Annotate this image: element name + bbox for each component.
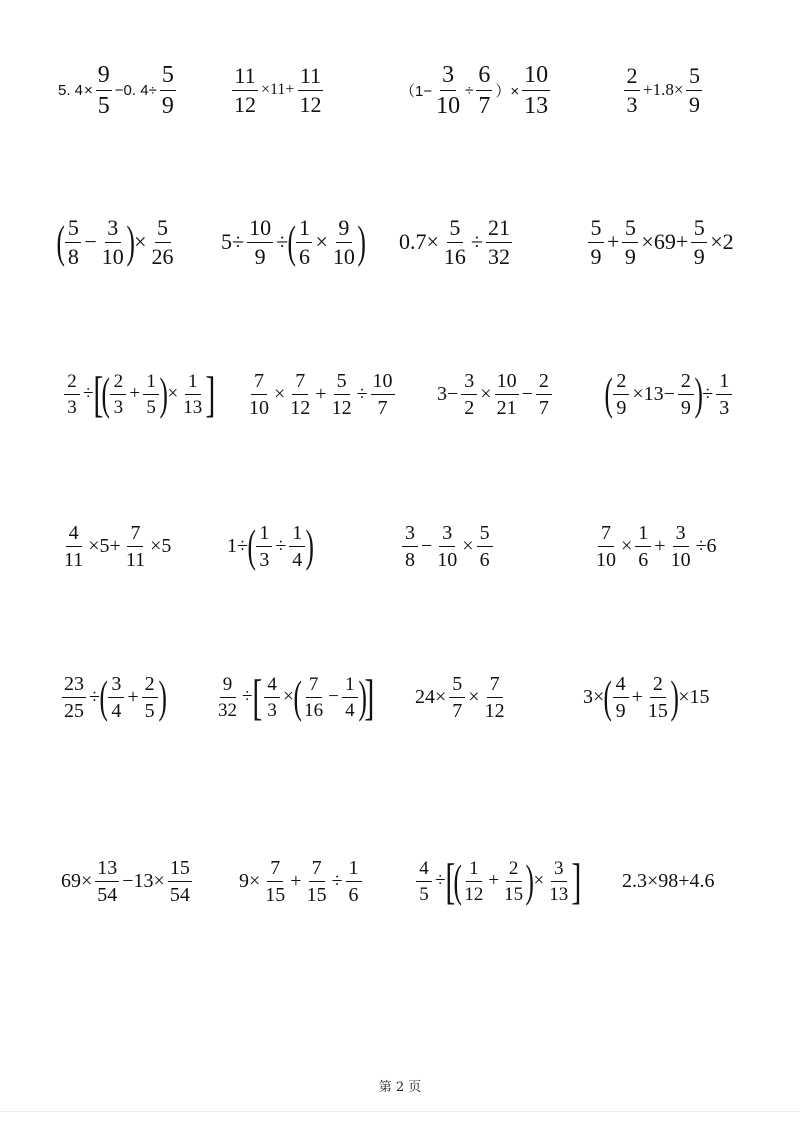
fraction: $\frac{9}{10}$ [332, 214, 355, 269]
problem-2-2 [220, 202, 364, 282]
fraction: $\frac{1}{6}$ [635, 523, 651, 570]
operator: × [621, 534, 633, 557]
page-number: 第 2 页 [378, 1080, 422, 1095]
operator: ÷ [89, 685, 100, 708]
problem-row-6 [0, 841, 800, 921]
fraction: $\frac{15}{54}$ [169, 856, 190, 906]
fraction: $\frac{2}{3}$ [624, 65, 640, 116]
operator: ÷6 [695, 534, 717, 557]
fraction: $\frac{2}{15}$ [647, 672, 668, 722]
operator: + [488, 870, 500, 891]
fraction: $\frac{11}{12}$ [234, 62, 256, 117]
fraction: $\frac{10}{7}$ [372, 369, 393, 419]
operator: ÷ [470, 229, 483, 254]
problem-1-4 [622, 50, 704, 130]
fraction: $\frac{3}{13}$ [549, 857, 569, 905]
right-bracket: ] [205, 366, 216, 422]
operator: ÷ [702, 382, 714, 405]
right-paren: ) [358, 671, 367, 722]
fraction: $\frac{1}{12}$ [464, 857, 484, 905]
operator: × [462, 534, 474, 557]
right-paren: ) [159, 368, 169, 419]
fraction: $\frac{5}{26}$ [151, 214, 174, 269]
fraction: $\frac{2}{3}$ [110, 372, 126, 417]
fraction: $\frac{2}{15}$ [504, 857, 524, 905]
operator: − [521, 382, 533, 405]
operator: ÷ [276, 229, 289, 254]
fraction: $\frac{7}{10}$ [249, 369, 269, 419]
problem-row-1 [0, 50, 800, 130]
fraction: $\frac{5}{16}$ [443, 214, 466, 269]
operator: ÷ [435, 870, 446, 891]
left-paren: ( [604, 368, 613, 419]
operator: ）× [495, 82, 520, 100]
right-paren: ) [525, 855, 535, 906]
fraction: $\frac{5}{8}$ [65, 217, 81, 268]
left-paren: ( [453, 855, 462, 906]
left-paren: ( [293, 671, 302, 722]
operator: −13× [122, 869, 165, 892]
fraction: $\frac{1}{13}$ [183, 370, 203, 418]
operator: ×5+ [88, 534, 121, 557]
operator: 24× [415, 685, 447, 708]
problem-2-3 [398, 202, 514, 282]
fraction: $\frac{3}{4}$ [108, 674, 124, 721]
left-paren: ( [287, 216, 297, 267]
left-bracket: [ [445, 853, 456, 909]
problem-1-3 [400, 50, 552, 130]
operator: × [167, 383, 179, 404]
operator: ÷ [242, 686, 253, 707]
fraction: $\frac{11}{12}$ [299, 62, 322, 117]
operator: ×2 [710, 229, 734, 254]
right-paren: ) [305, 520, 315, 571]
fraction: $\frac{1}{6}$ [296, 217, 312, 268]
operator: 69× [61, 869, 93, 892]
operator: ÷ [465, 81, 474, 99]
fraction: $\frac{4}{3}$ [264, 675, 280, 720]
fraction: $\frac{3}{10}$ [437, 521, 458, 571]
operator: × [468, 685, 480, 708]
fraction: $\frac{9}{32}$ [218, 673, 237, 721]
fraction: $\frac{5}{9}$ [622, 217, 638, 268]
problem-6-4 [621, 841, 716, 921]
fraction: $\frac{7}{12}$ [290, 369, 311, 419]
operator: 5÷ [221, 229, 245, 254]
right-paren: ) [670, 671, 679, 722]
operator: ×69+ [641, 229, 689, 254]
operator: − [421, 534, 433, 557]
fraction: $\frac{4}{11}$ [64, 521, 84, 571]
problem-4-4 [592, 506, 718, 586]
problem-3-1 [62, 354, 215, 434]
operator: × [134, 229, 147, 254]
problem-4-3 [400, 506, 495, 586]
fraction: $\frac{1}{3}$ [716, 371, 732, 418]
left-bracket: [ [252, 669, 263, 725]
operator: × [274, 382, 286, 405]
fraction: $\frac{10}{9}$ [249, 214, 272, 269]
left-paren: ( [101, 368, 110, 419]
right-paren: ) [126, 216, 135, 267]
term: 5. 4 [58, 81, 84, 99]
fraction: $\frac{5}{7}$ [449, 674, 465, 721]
operator: −0. 4÷ [114, 81, 157, 99]
fraction: $\frac{21}{32}$ [488, 214, 510, 269]
fraction: $\frac{6}{7}$ [478, 61, 491, 119]
operator: × [480, 382, 492, 405]
fraction: $\frac{3}{10}$ [436, 61, 461, 119]
problem-4-1 [60, 506, 172, 586]
fraction: $\frac{2}{5}$ [142, 674, 158, 721]
fraction: $\frac{7}{15}$ [265, 856, 286, 906]
operator: ×13− [632, 382, 675, 405]
problem-row-3 [0, 354, 800, 434]
problem-3-2 [245, 354, 397, 434]
problem-row-4 [0, 506, 800, 586]
left-paren: ( [99, 671, 108, 722]
operator: ×11+ [261, 81, 295, 98]
fraction: $\frac{4}{9}$ [613, 674, 629, 721]
operator: + [631, 685, 643, 708]
fraction: $\frac{2}{7}$ [536, 371, 552, 418]
fraction: $\frac{3}{2}$ [461, 371, 477, 418]
fraction: $\frac{10}{21}$ [496, 369, 517, 419]
right-bracket: ] [364, 669, 375, 725]
operator: 9× [239, 869, 261, 892]
problem-6-3 [414, 841, 581, 921]
operator: + [654, 534, 666, 557]
problem-6-1 [60, 841, 194, 921]
problem-1-2 [230, 50, 325, 130]
fraction: $\frac{1}{6}$ [346, 858, 362, 905]
problem-row-2 [0, 202, 800, 282]
term: （1− [400, 82, 433, 100]
operator: + [129, 383, 141, 404]
operator: ÷ [331, 869, 343, 892]
operator: + [290, 869, 302, 892]
fraction: $\frac{5}{6}$ [477, 523, 493, 570]
problem-5-4 [582, 657, 711, 737]
problem-5-3 [414, 657, 509, 737]
right-bracket: ] [571, 853, 582, 909]
fraction: $\frac{2}{9}$ [678, 371, 694, 418]
operator: 2.3×98+4.6 [622, 869, 715, 892]
fraction: $\frac{2}{3}$ [64, 372, 80, 417]
problem-row-5 [0, 657, 800, 737]
operator: ÷ [356, 382, 368, 405]
operator: + [315, 382, 327, 405]
problem-1-1 [58, 50, 178, 130]
fraction: $\frac{2}{9}$ [613, 371, 629, 418]
fraction: $\frac{3}{10}$ [670, 521, 691, 571]
fraction: $\frac{3}{8}$ [402, 523, 418, 570]
fraction: $\frac{10}{13}$ [524, 61, 549, 119]
problem-3-3 [436, 354, 554, 434]
operator: ÷ [275, 534, 287, 557]
operator: ÷ [83, 383, 94, 404]
problem-5-2 [214, 657, 374, 737]
fraction: $\frac{5}{12}$ [331, 369, 352, 419]
operator: × [283, 686, 294, 707]
operator: + [607, 229, 620, 254]
problem-2-4 [586, 202, 735, 282]
problem-6-2 [238, 841, 364, 921]
fraction: $\frac{7}{12}$ [484, 672, 505, 722]
left-paren: ( [603, 671, 613, 722]
fraction: $\frac{5}{9}$ [588, 217, 604, 268]
operator: − [328, 686, 339, 707]
fraction: $\frac{9}{5}$ [97, 61, 110, 119]
operator: × [84, 81, 93, 99]
right-paren: ) [357, 216, 366, 267]
right-paren: ) [694, 368, 703, 419]
fraction: $\frac{5}{9}$ [686, 65, 702, 116]
fraction: $\frac{1}{4}$ [289, 523, 305, 570]
operator: × [315, 229, 328, 254]
operator: +1.8× [643, 80, 684, 99]
problem-5-1 [60, 657, 165, 737]
fraction: $\frac{7}{10}$ [596, 521, 616, 571]
fraction: $\frac{7}{15}$ [306, 856, 327, 906]
operator: − [84, 229, 97, 254]
operator: ×5 [150, 534, 172, 557]
operator: 0.7× [399, 229, 439, 254]
problem-3-4 [606, 354, 734, 434]
operator: ×15 [678, 685, 710, 708]
left-paren: ( [247, 520, 256, 571]
operator: 3− [437, 382, 459, 405]
fraction: $\frac{1}{3}$ [256, 523, 272, 570]
left-paren: ( [56, 216, 65, 267]
fraction: $\frac{1}{4}$ [342, 675, 358, 720]
problem-2-1 [58, 202, 178, 282]
operator: × [533, 870, 545, 891]
operator: 1÷ [227, 534, 248, 557]
right-paren: ) [158, 671, 167, 722]
problem-4-2 [226, 506, 313, 586]
page-edge-divider [0, 1111, 800, 1112]
fraction: $\frac{5}{9}$ [161, 61, 174, 119]
left-bracket: [ [93, 366, 104, 422]
fraction: $\frac{5}{9}$ [691, 217, 707, 268]
operator: 3× [583, 685, 605, 708]
fraction: $\frac{7}{16}$ [304, 673, 324, 721]
fraction: $\frac{3}{10}$ [101, 214, 124, 269]
fraction: $\frac{7}{11}$ [125, 521, 146, 571]
operator: + [127, 685, 139, 708]
fraction: $\frac{1}{5}$ [143, 372, 159, 417]
fraction: $\frac{13}{54}$ [97, 856, 118, 906]
fraction: $\frac{4}{5}$ [416, 859, 432, 904]
fraction: $\frac{23}{25}$ [64, 672, 84, 722]
